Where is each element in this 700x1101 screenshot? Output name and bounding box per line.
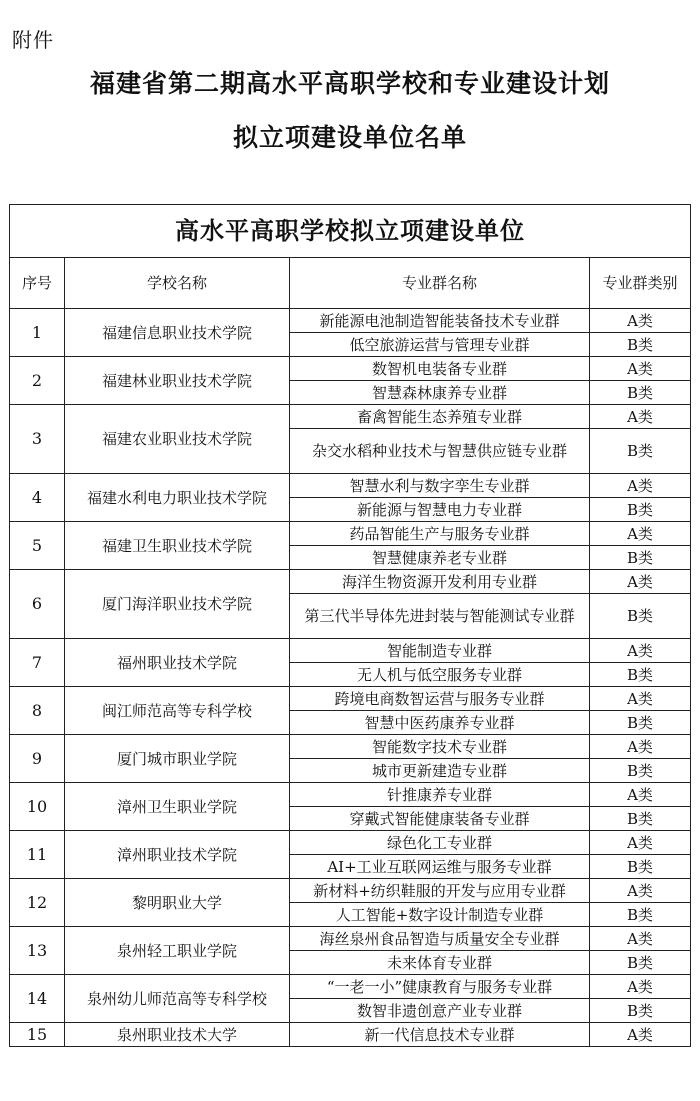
section-title: 高水平高职学校拟立项建设单位	[10, 205, 691, 258]
school-name: 漳州职业技术学院	[65, 831, 290, 879]
school-name: 福州职业技术学院	[65, 639, 290, 687]
school-name: 泉州轻工职业学院	[65, 927, 290, 975]
major-group-category: A类	[590, 927, 691, 951]
major-group-category: A类	[590, 357, 691, 381]
major-group-category: A类	[590, 522, 691, 546]
major-group-category: A类	[590, 783, 691, 807]
major-group-category: A类	[590, 639, 691, 663]
major-group-name: 智慧森林康养专业群	[290, 381, 590, 405]
major-group-name: 无人机与低空服务专业群	[290, 663, 590, 687]
major-group-name: 穿戴式智能健康装备专业群	[290, 807, 590, 831]
row-number: 3	[10, 405, 65, 474]
row-number: 7	[10, 639, 65, 687]
major-group-name: 药品智能生产与服务专业群	[290, 522, 590, 546]
major-group-name: 第三代半导体先进封装与智能测试专业群	[290, 594, 590, 639]
major-group-name: 针推康养专业群	[290, 783, 590, 807]
major-group-name: 畜禽智能生态养殖专业群	[290, 405, 590, 429]
table-row	[10, 474, 691, 498]
major-group-name: 新一代信息技术专业群	[290, 1023, 590, 1047]
table-row	[10, 570, 691, 594]
major-group-name: 新能源电池制造智能装备技术专业群	[290, 309, 590, 333]
table-row	[10, 879, 691, 903]
school-name: 福建农业职业技术学院	[65, 405, 290, 474]
school-name: 泉州职业技术大学	[65, 1023, 290, 1047]
page-title: 福建省第二期高水平高职学校和专业建设计划	[89, 69, 610, 98]
table-row	[10, 783, 691, 807]
major-group-category: A类	[590, 570, 691, 594]
header-major-group: 专业群名称	[290, 258, 590, 309]
row-number: 8	[10, 687, 65, 735]
major-group-category: A类	[590, 405, 691, 429]
major-group-name: 海丝泉州食品智造与质量安全专业群	[290, 927, 590, 951]
school-name: 福建林业职业技术学院	[65, 357, 290, 405]
major-group-category: A类	[590, 975, 691, 999]
major-group-category: B类	[590, 855, 691, 879]
major-group-category: A类	[590, 879, 691, 903]
major-group-name: “一老一小”健康教育与服务专业群	[290, 975, 590, 999]
table-row	[10, 357, 691, 381]
major-group-name: 人工智能+数字设计制造专业群	[290, 903, 590, 927]
school-list-table	[9, 204, 691, 1047]
table-row	[10, 309, 691, 333]
page-subtitle: 拟立项建设单位名单	[232, 123, 467, 152]
major-group-name: 跨境电商数智运营与服务专业群	[290, 687, 590, 711]
school-name: 泉州幼儿师范高等专科学校	[65, 975, 290, 1023]
school-name: 漳州卫生职业学院	[65, 783, 290, 831]
row-number: 9	[10, 735, 65, 783]
major-group-category: A类	[590, 687, 691, 711]
row-number: 13	[10, 927, 65, 975]
major-group-category: B类	[590, 951, 691, 975]
major-group-category: B类	[590, 999, 691, 1023]
table-row	[10, 687, 691, 711]
major-group-category: B类	[590, 429, 691, 474]
major-group-category: B类	[590, 663, 691, 687]
major-group-category: B类	[590, 333, 691, 357]
table-row	[10, 522, 691, 546]
table-row	[10, 975, 691, 999]
row-number: 6	[10, 570, 65, 639]
major-group-name: 海洋生物资源开发利用专业群	[290, 570, 590, 594]
school-name: 黎明职业大学	[65, 879, 290, 927]
attachment-label: 附件	[12, 28, 54, 52]
school-name: 福建卫生职业技术学院	[65, 522, 290, 570]
header-seq: 序号	[10, 258, 65, 309]
major-group-category: B类	[590, 903, 691, 927]
major-group-category: B类	[590, 498, 691, 522]
major-group-name: 智慧健康养老专业群	[290, 546, 590, 570]
major-group-name: 智慧水利与数字孪生专业群	[290, 474, 590, 498]
school-name: 闽江师范高等专科学校	[65, 687, 290, 735]
major-group-name: 杂交水稻种业技术与智慧供应链专业群	[290, 429, 590, 474]
row-number: 2	[10, 357, 65, 405]
major-group-name: 智慧中医药康养专业群	[290, 711, 590, 735]
major-group-name: 未来体育专业群	[290, 951, 590, 975]
major-group-name: 绿色化工专业群	[290, 831, 590, 855]
table-body	[10, 309, 691, 1047]
major-group-category: A类	[590, 831, 691, 855]
major-group-name: AI+工业互联网运维与服务专业群	[290, 855, 590, 879]
major-group-category: B类	[590, 594, 691, 639]
major-group-name: 数智机电装备专业群	[290, 357, 590, 381]
row-number: 10	[10, 783, 65, 831]
school-name: 厦门海洋职业技术学院	[65, 570, 290, 639]
major-group-name: 数智非遗创意产业专业群	[290, 999, 590, 1023]
major-group-category: B类	[590, 711, 691, 735]
school-name: 厦门城市职业学院	[65, 735, 290, 783]
major-group-name: 城市更新建造专业群	[290, 759, 590, 783]
major-group-category: B类	[590, 546, 691, 570]
major-group-category: A类	[590, 735, 691, 759]
table-row	[10, 831, 691, 855]
row-number: 12	[10, 879, 65, 927]
header-school: 学校名称	[65, 258, 290, 309]
major-group-name: 新能源与智慧电力专业群	[290, 498, 590, 522]
row-number: 14	[10, 975, 65, 1023]
major-group-name: 新材料+纺织鞋服的开发与应用专业群	[290, 879, 590, 903]
school-name: 福建信息职业技术学院	[65, 309, 290, 357]
major-group-category: A类	[590, 309, 691, 333]
row-number: 5	[10, 522, 65, 570]
major-group-name: 智能制造专业群	[290, 639, 590, 663]
major-group-category: B类	[590, 759, 691, 783]
major-group-category: B类	[590, 381, 691, 405]
row-number: 11	[10, 831, 65, 879]
table-row	[10, 405, 691, 429]
row-number: 1	[10, 309, 65, 357]
row-number: 4	[10, 474, 65, 522]
header-category: 专业群类别	[590, 258, 691, 309]
table-row	[10, 927, 691, 951]
major-group-category: A类	[590, 1023, 691, 1047]
major-group-name: 低空旅游运营与管理专业群	[290, 333, 590, 357]
table-row	[10, 735, 691, 759]
row-number: 15	[10, 1023, 65, 1047]
major-group-category: B类	[590, 807, 691, 831]
major-group-name: 智能数字技术专业群	[290, 735, 590, 759]
school-name: 福建水利电力职业技术学院	[65, 474, 290, 522]
table-row	[10, 1023, 691, 1047]
table-row	[10, 639, 691, 663]
major-group-category: A类	[590, 474, 691, 498]
